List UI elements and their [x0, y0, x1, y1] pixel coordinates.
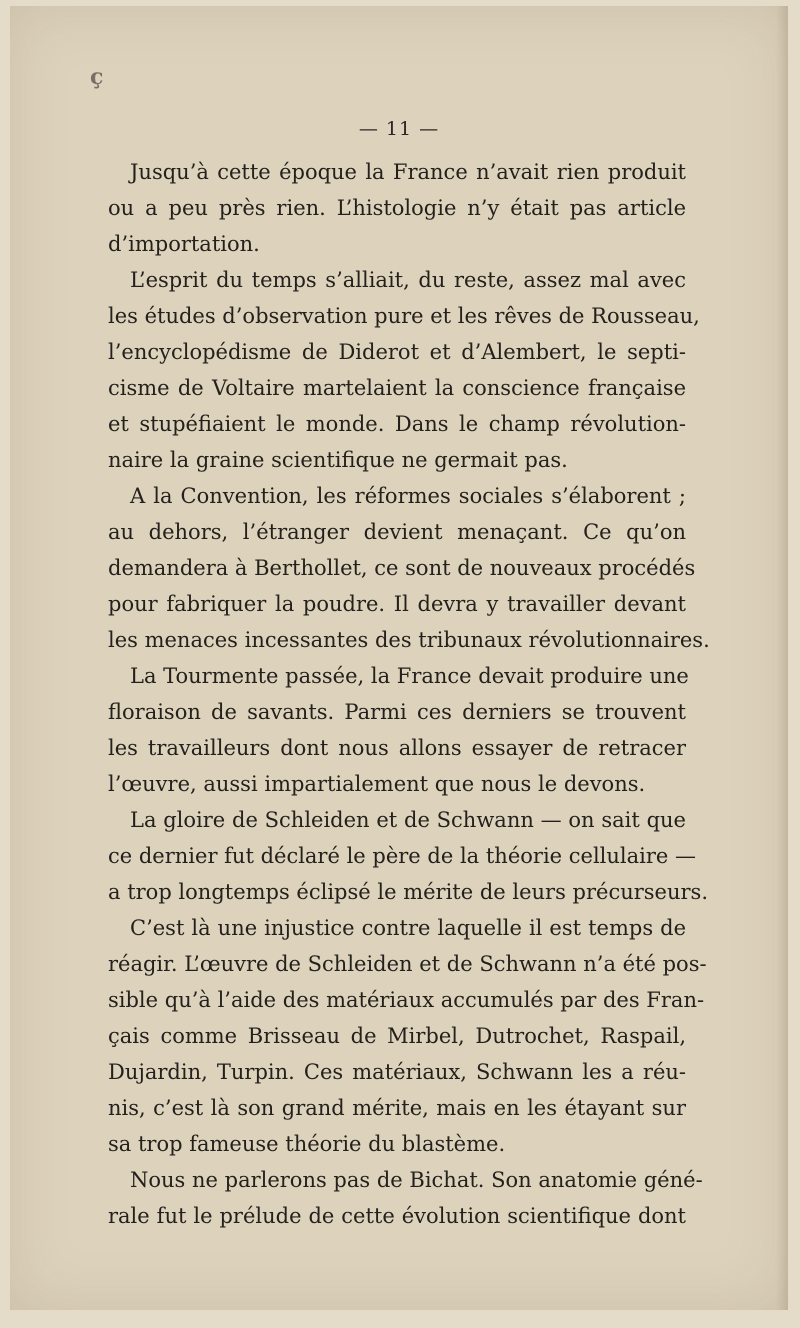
paragraph	[108, 262, 700, 478]
text-line: réagir. L’œuvre de Schleiden et de Schwann n’a été pos-	[108, 952, 707, 976]
text-line: l’œuvre, aussi impartialement que nous le devons.	[108, 772, 646, 796]
text-line: les études d’observation pure et les rêves de Rousseau,	[108, 304, 700, 328]
text-line: les menaces incessantes des tribunaux révolutionnaires.	[108, 628, 710, 652]
text-line: sa trop fameuse théorie du blastème.	[108, 1132, 506, 1156]
text-line: ce dernier fut déclaré le père de la théorie cellulaire —	[108, 844, 696, 868]
text-line: au dehors, l’étranger devient menaçant. Ce qu’on	[108, 520, 686, 544]
text-line: sible qu’à l’aide des matériaux accumulés par des Fran-	[108, 988, 705, 1012]
text-line: Jusqu’à cette époque la France n’avait rien produit	[130, 160, 686, 184]
text-line: ou a peu près rien. L’histologie n’y était pas article	[108, 196, 686, 220]
text-line: floraison de savants. Parmi ces derniers se trouvent	[108, 700, 686, 724]
text-line: a trop longtemps éclipsé le mérite de leurs précurseurs.	[108, 880, 708, 904]
body-text	[108, 154, 710, 1234]
text-line: La gloire de Schleiden et de Schwann — on sait que	[130, 808, 686, 832]
paragraph	[108, 478, 710, 658]
text-line: pour fabriquer la poudre. Il devra y travailler devant	[108, 592, 686, 616]
text-line: l’encyclopédisme de Diderot et d’Alembert, le septi-	[108, 340, 686, 364]
text-line: çais comme Brisseau de Mirbel, Dutrochet, Raspail,	[108, 1024, 686, 1048]
text-line: C’est là une injustice contre laquelle il est temps de	[130, 916, 686, 940]
text-line: A la Convention, les réformes sociales s’élaborent ;	[130, 484, 686, 508]
page-number: — 11 —	[358, 118, 440, 140]
paragraph	[108, 658, 689, 802]
text-line: demandera à Berthollet, ce sont de nouveaux procédés	[108, 556, 696, 580]
paragraph	[108, 802, 708, 910]
text-line: les travailleurs dont nous allons essayer de retracer	[108, 736, 686, 760]
ink-smudge: ç	[90, 64, 104, 90]
text-line: L’esprit du temps s’alliait, du reste, assez mal avec	[130, 268, 686, 292]
paragraph	[108, 1162, 703, 1234]
text-line: naire la graine scientifique ne germait pas.	[108, 448, 568, 472]
text-line: et stupéfiaient le monde. Dans le champ révolution-	[108, 412, 686, 436]
paragraph	[108, 154, 686, 262]
text-line: Dujardin, Turpin. Ces matériaux, Schwann les a réu-	[108, 1060, 686, 1084]
text-line: d’importation.	[108, 232, 260, 256]
text-line: Nous ne parlerons pas de Bichat. Son anatomie géné-	[130, 1168, 703, 1192]
text-line: cisme de Voltaire martelaient la conscience française	[108, 376, 686, 400]
paragraph	[108, 910, 707, 1162]
text-line: La Tourmente passée, la France devait produire une	[130, 664, 689, 688]
page-edge-shadow	[776, 6, 788, 1310]
text-line: rale fut le prélude de cette évolution scientifique dont	[108, 1204, 686, 1228]
book-page	[10, 6, 788, 1310]
text-line: nis, c’est là son grand mérite, mais en les étayant sur	[108, 1096, 686, 1120]
